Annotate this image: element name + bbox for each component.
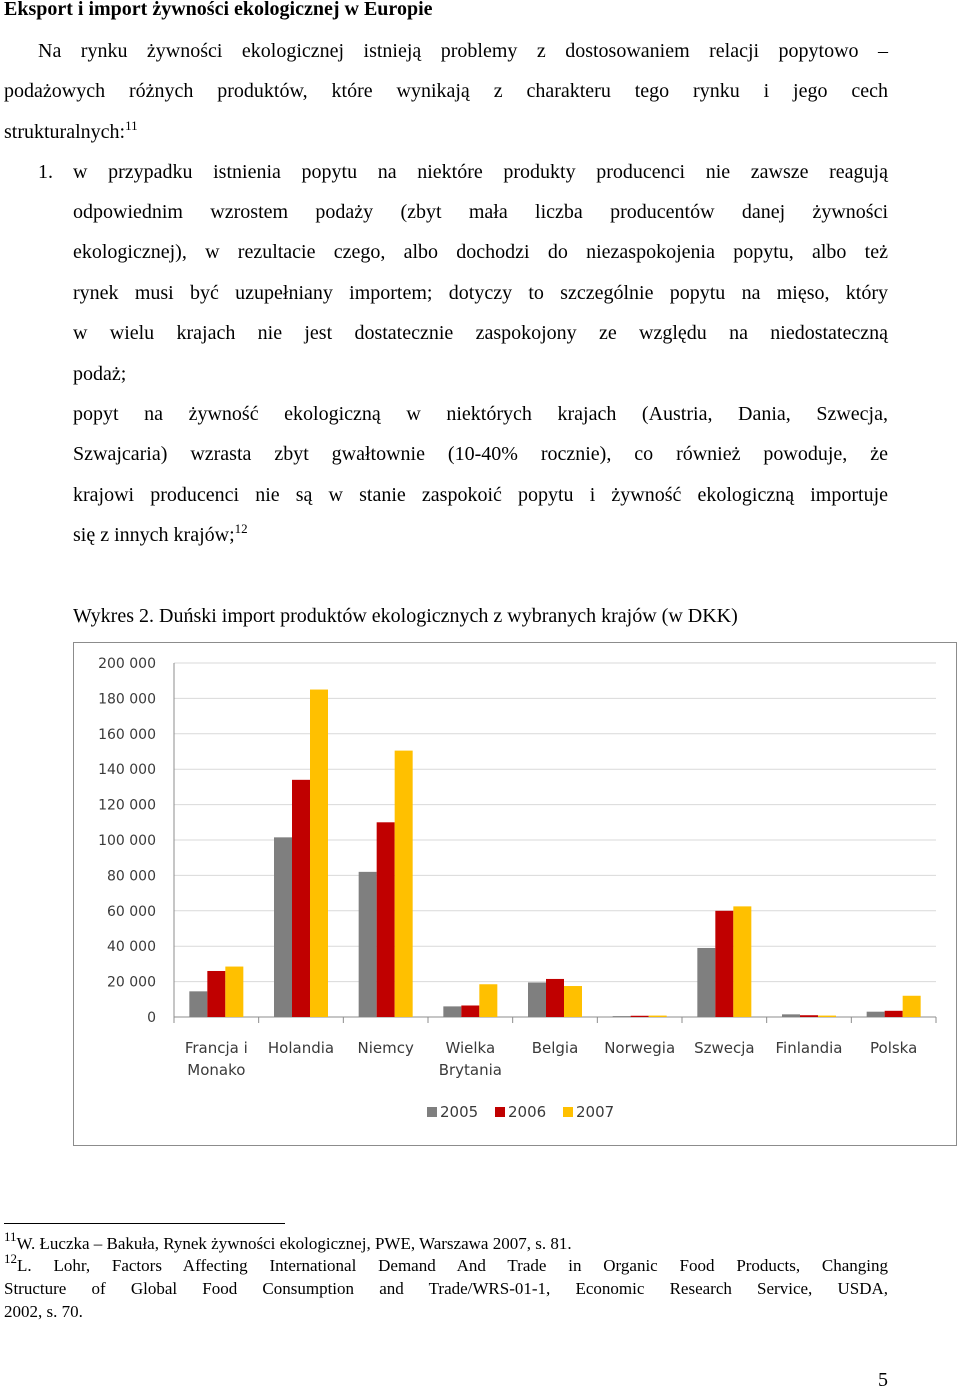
legend-swatch: [563, 1107, 573, 1117]
footnote-12-text-1: L. Lohr, Factors Affecting International Demand And Trade in Organic Food Products, Changing: [17, 1256, 888, 1275]
footnote-ref-12[interactable]: 12: [234, 521, 248, 536]
x-category-label: Niemcy: [357, 1039, 414, 1057]
footnote-separator: [4, 1223, 285, 1224]
bar: [395, 751, 413, 1017]
bar: [292, 780, 310, 1017]
legend-label: 2005: [440, 1103, 479, 1121]
point2-line-4-text: się z innych krajów;: [73, 524, 235, 546]
bar: [207, 971, 225, 1017]
page-number: 5: [878, 1369, 888, 1391]
y-tick-label: 60 000: [107, 903, 156, 920]
intro-line-3-text: strukturalnych:: [4, 121, 126, 143]
footnote-12-line-2: Structure of Global Food Consumption and Trade/WRS-01-1, Economic Research Service, USDA,: [4, 1279, 888, 1298]
y-tick-label: 160 000: [98, 726, 156, 743]
point1-line-2: odpowiednim wzrostem podaży (zbyt mała liczba producentów danej żywności: [73, 201, 888, 223]
x-category-label: Brytania: [438, 1061, 502, 1079]
bar: [479, 984, 497, 1017]
y-tick-label: 0: [147, 1010, 156, 1026]
legend-swatch: [495, 1107, 505, 1117]
footnote-ref-11[interactable]: 11: [125, 118, 138, 133]
section-heading: Eksport i import żywności ekologicznej w Europie: [4, 0, 433, 20]
bar: [310, 690, 328, 1017]
legend-swatch: [427, 1107, 437, 1117]
footnote-11: [4, 1229, 572, 1254]
bar: [189, 991, 207, 1017]
bar: [800, 1015, 818, 1017]
bar: [903, 996, 921, 1017]
footnote-12-line-1: [4, 1251, 888, 1276]
bar: [818, 1016, 836, 1017]
bar: [733, 906, 751, 1017]
y-tick-label: 200 000: [98, 656, 156, 672]
x-category-label: Polska: [870, 1039, 918, 1057]
point1-line-3: ekologicznej), w rezultacie czego, albo dochodzi do niezaspokojenia popytu, albo też: [73, 241, 888, 263]
legend-label: 2006: [508, 1103, 547, 1121]
bar: [564, 986, 582, 1017]
bar: [782, 1014, 800, 1017]
y-tick-label: 180 000: [98, 691, 156, 708]
bar: [885, 1011, 903, 1017]
intro-line-2: podażowych różnych produktów, które wynikają z charakteru tego rynku i jego cech: [4, 80, 888, 102]
y-tick-label: 40 000: [107, 939, 156, 956]
point2-line-2: Szwajcaria) wzrasta zbyt gwałtownie (10-40% rocznie), co również powoduje, że: [73, 443, 888, 465]
bar: [649, 1016, 667, 1017]
footnote-12-line-3: 2002, s. 70.: [4, 1302, 83, 1321]
point1-line-1: w przypadku istnienia popytu na niektóre produkty producenci nie zawsze reagują: [73, 161, 888, 183]
x-category-label: Francja i: [184, 1039, 248, 1057]
bar: [631, 1016, 649, 1017]
x-category-label: Monako: [187, 1061, 246, 1079]
footnote-11-text: W. Łuczka – Bakuła, Rynek żywności ekologicznej, PWE, Warszawa 2007, s. 81.: [16, 1234, 572, 1253]
y-tick-label: 80 000: [107, 868, 156, 885]
point1-line-6: podaż;: [73, 363, 127, 385]
bar: [377, 822, 395, 1017]
bar: [715, 911, 733, 1017]
bar: [613, 1016, 631, 1017]
bar: [225, 967, 243, 1017]
point2-line-3: krajowi producenci nie są w stanie zaspokoić popytu i żywność ekologiczną importuje: [73, 484, 888, 506]
y-tick-label: 20 000: [107, 974, 156, 991]
point1-line-5: w wielu krajach nie jest dostatecznie zaspokojony ze względu na niedostateczną: [73, 322, 888, 344]
y-tick-label: 140 000: [98, 762, 156, 779]
x-category-label: Holandia: [267, 1039, 335, 1057]
intro-line-1: Na rynku żywności ekologicznej istnieją problemy z dostosowaniem relacji popytowo –: [38, 40, 888, 62]
bar: [274, 837, 292, 1017]
footnote-11-number: 11: [4, 1229, 17, 1244]
bar: [697, 948, 715, 1017]
y-tick-label: 100 000: [98, 833, 156, 849]
intro-line-3: [4, 120, 138, 144]
x-category-label: Finlandia: [775, 1039, 843, 1057]
figure-caption: Wykres 2. Duński import produktów ekologicznych z wybranych krajów (w DKK): [73, 605, 738, 627]
x-category-label: Szwecja: [694, 1039, 755, 1057]
y-tick-label: 120 000: [98, 797, 156, 814]
footnote-12-number: 12: [4, 1251, 17, 1266]
x-category-label: Belgia: [531, 1039, 579, 1057]
bar: [443, 1006, 461, 1017]
bar: [546, 979, 564, 1017]
x-category-label: Wielka: [445, 1039, 496, 1057]
bar: [461, 1005, 479, 1017]
x-category-label: Norwegia: [604, 1039, 676, 1057]
point2-line-4: [73, 523, 248, 547]
bar: [528, 982, 546, 1017]
bar: [867, 1012, 885, 1017]
bar: [359, 872, 377, 1017]
chart-frame: [73, 642, 957, 1146]
legend-label: 2007: [576, 1103, 615, 1121]
bar-chart: [74, 643, 956, 1145]
point2-line-1: popyt na żywność ekologiczną w niektórych krajach (Austria, Dania, Szwecja,: [73, 403, 888, 425]
list-number-1: 1.: [38, 161, 53, 183]
point1-line-4: rynek musi być uzupełniany importem; dotyczy to szczególnie popytu na mięso, który: [73, 282, 888, 304]
